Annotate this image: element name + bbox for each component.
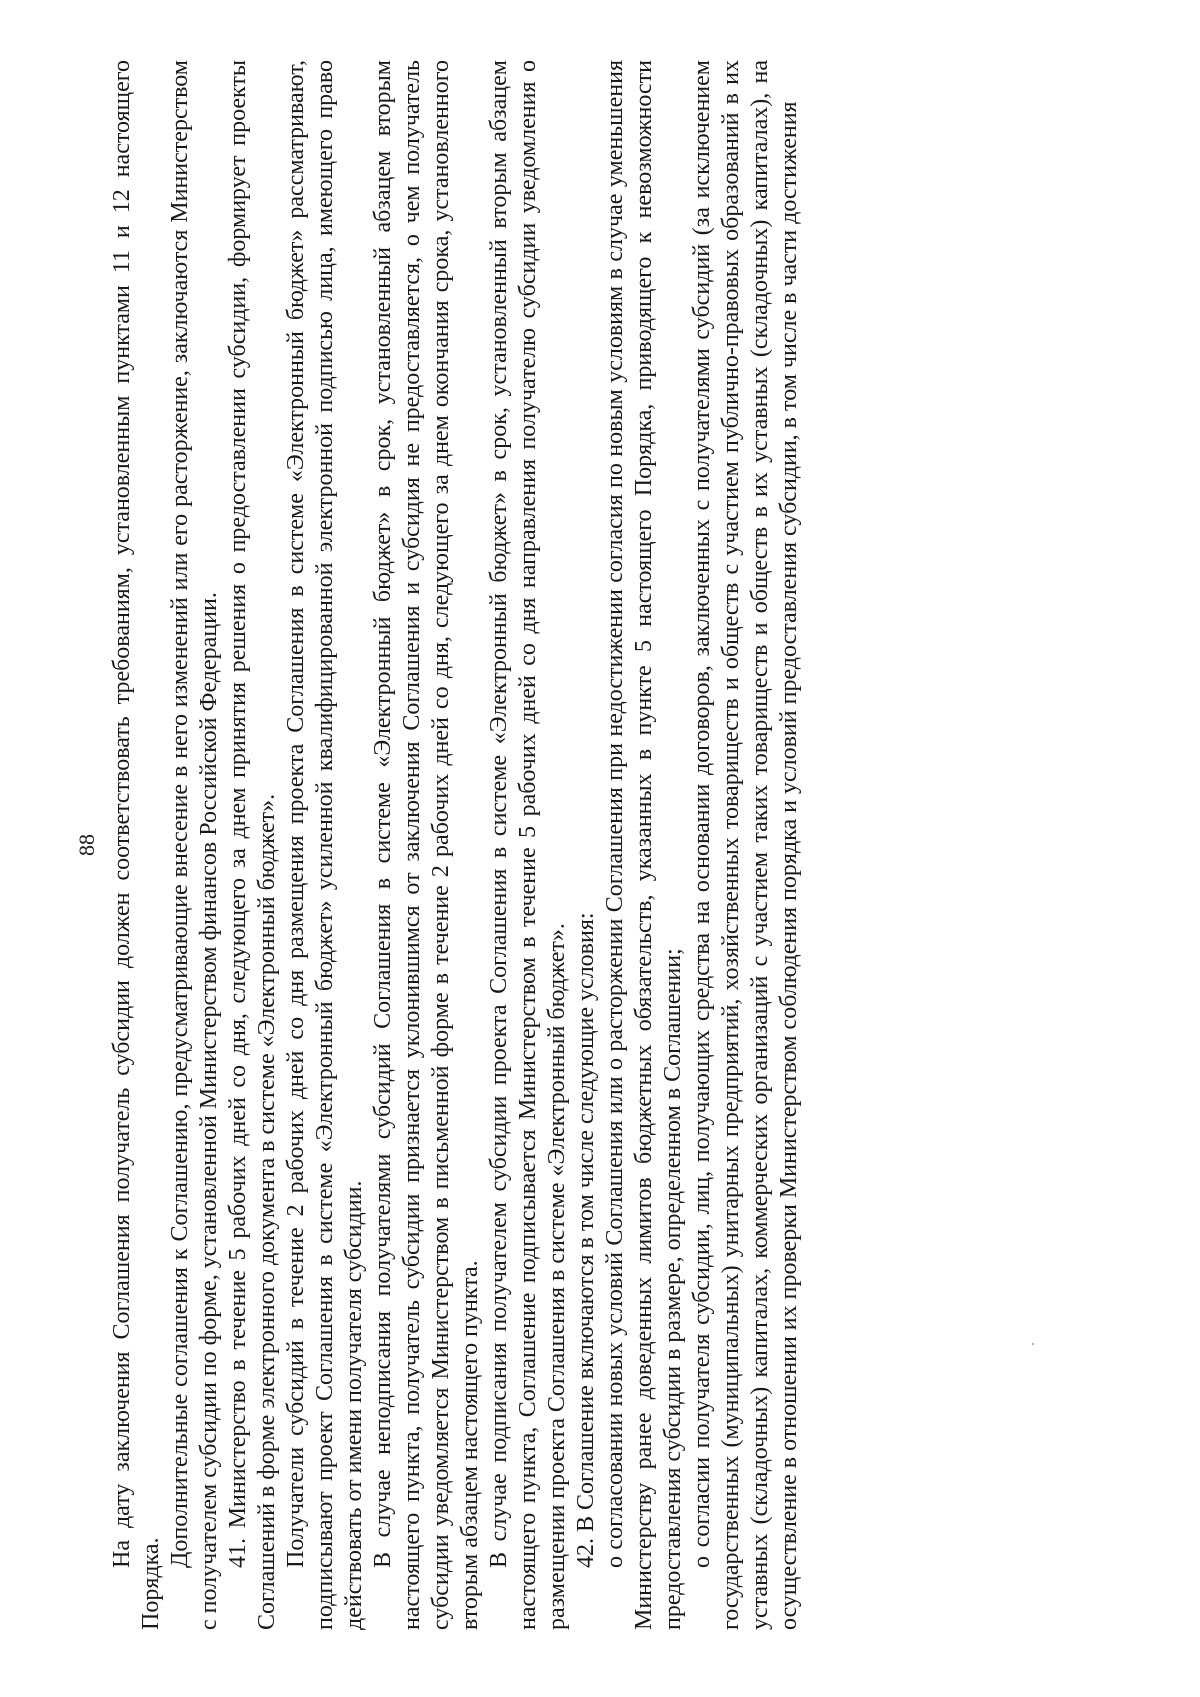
paragraph-additional-agreements: Дополнительные соглашения к Соглашению, предусматривающие внесение в него изменений или его расторжение, заключаются Министерством с получателем субсидии по форме, установленной Министерством финансов Российской Федерации. bbox=[167, 60, 222, 1630]
scan-speck bbox=[1032, 1343, 1034, 1345]
paragraph-recipients-signing: Получатели субсидий в течение 2 рабочих дней со дня размещения проекта Соглашения в системе «Электронный бюджет» рассматривают, подписывают проект Соглашения в системе «Электронный бюджет» усиленной квалифицированной электронной подписью лица, имеющего право действовать от имени получателя субсидии. bbox=[283, 60, 367, 1630]
paragraph-new-conditions: о согласовании новых условий Соглашения или о расторжении Соглашения при недостижении согласия по новым условиям в случае уменьшения Министерству ранее доведенных лимитов бюджетных обязательств, указанных в пункте 5 настоящего Порядка, приводящего к невозможности предоставления субсидии в размере, определенном в Соглашении; bbox=[602, 60, 686, 1630]
document-body bbox=[108, 60, 804, 1630]
page-number: 88 bbox=[74, 834, 99, 856]
paragraph-non-signing: В случае неподписания получателями субсидий Соглашения в системе «Электронный бюджет» в срок, установленный абзацем вторым настоящего пункта, получатель субсидии признается уклонившимся от заключения Соглашения и субсидия не предоставляется, о чем получатель субсидии уведомляется Министерством в письменной форме в течение 2 рабочих дней со дня, следующего за днем окончания срока, установленного вторым абзацем настоящего пункта. bbox=[370, 60, 483, 1630]
paragraph-item-41: 41. Министерство в течение 5 рабочих дней со дня, следующего за днем принятия решения о предоставлении субсидии, формирует проекты Соглашений в форме электронного документа в системе «Электронный бюджет». bbox=[225, 60, 280, 1630]
paragraph-agreement-date: На дату заключения Соглашения получатель субсидии должен соответствовать требованиям, установленным пунктами 11 и 12 настоящего Порядка. bbox=[109, 60, 164, 1630]
paragraph-signing: В случае подписания получателем субсидии проекта Соглашения в системе «Электронный бюджет» в срок, установленный вторым абзацем настоящего пункта, Соглашение подписывается Министерством в течение 5 рабочих дней со дня направления получателю субсидии уведомления о размещении проекта Соглашения в системе «Электронный бюджет». bbox=[486, 60, 570, 1630]
paragraph-item-42: 42. В Соглашение включаются в том числе следующие условия: bbox=[573, 912, 599, 1568]
paragraph-consent-inspection: о согласии получателя субсидии, лиц, получающих средства на основании договоров, заключенных с получателями субсидий (за исключением государственных (муниципальных) унитарных предприятий, хозяйственных товариществ и обществ с участием публично-правовых образований в их уставных (складочных) капиталах, коммерческих организаций с участием таких товариществ и обществ в их уставных (складочных) капиталах), на осуществление в отношении их проверки Министерством соблюдения порядка и условий предоставления субсидии, в том числе в части достижения bbox=[689, 60, 802, 1630]
rotated-content bbox=[74, 60, 1100, 1630]
